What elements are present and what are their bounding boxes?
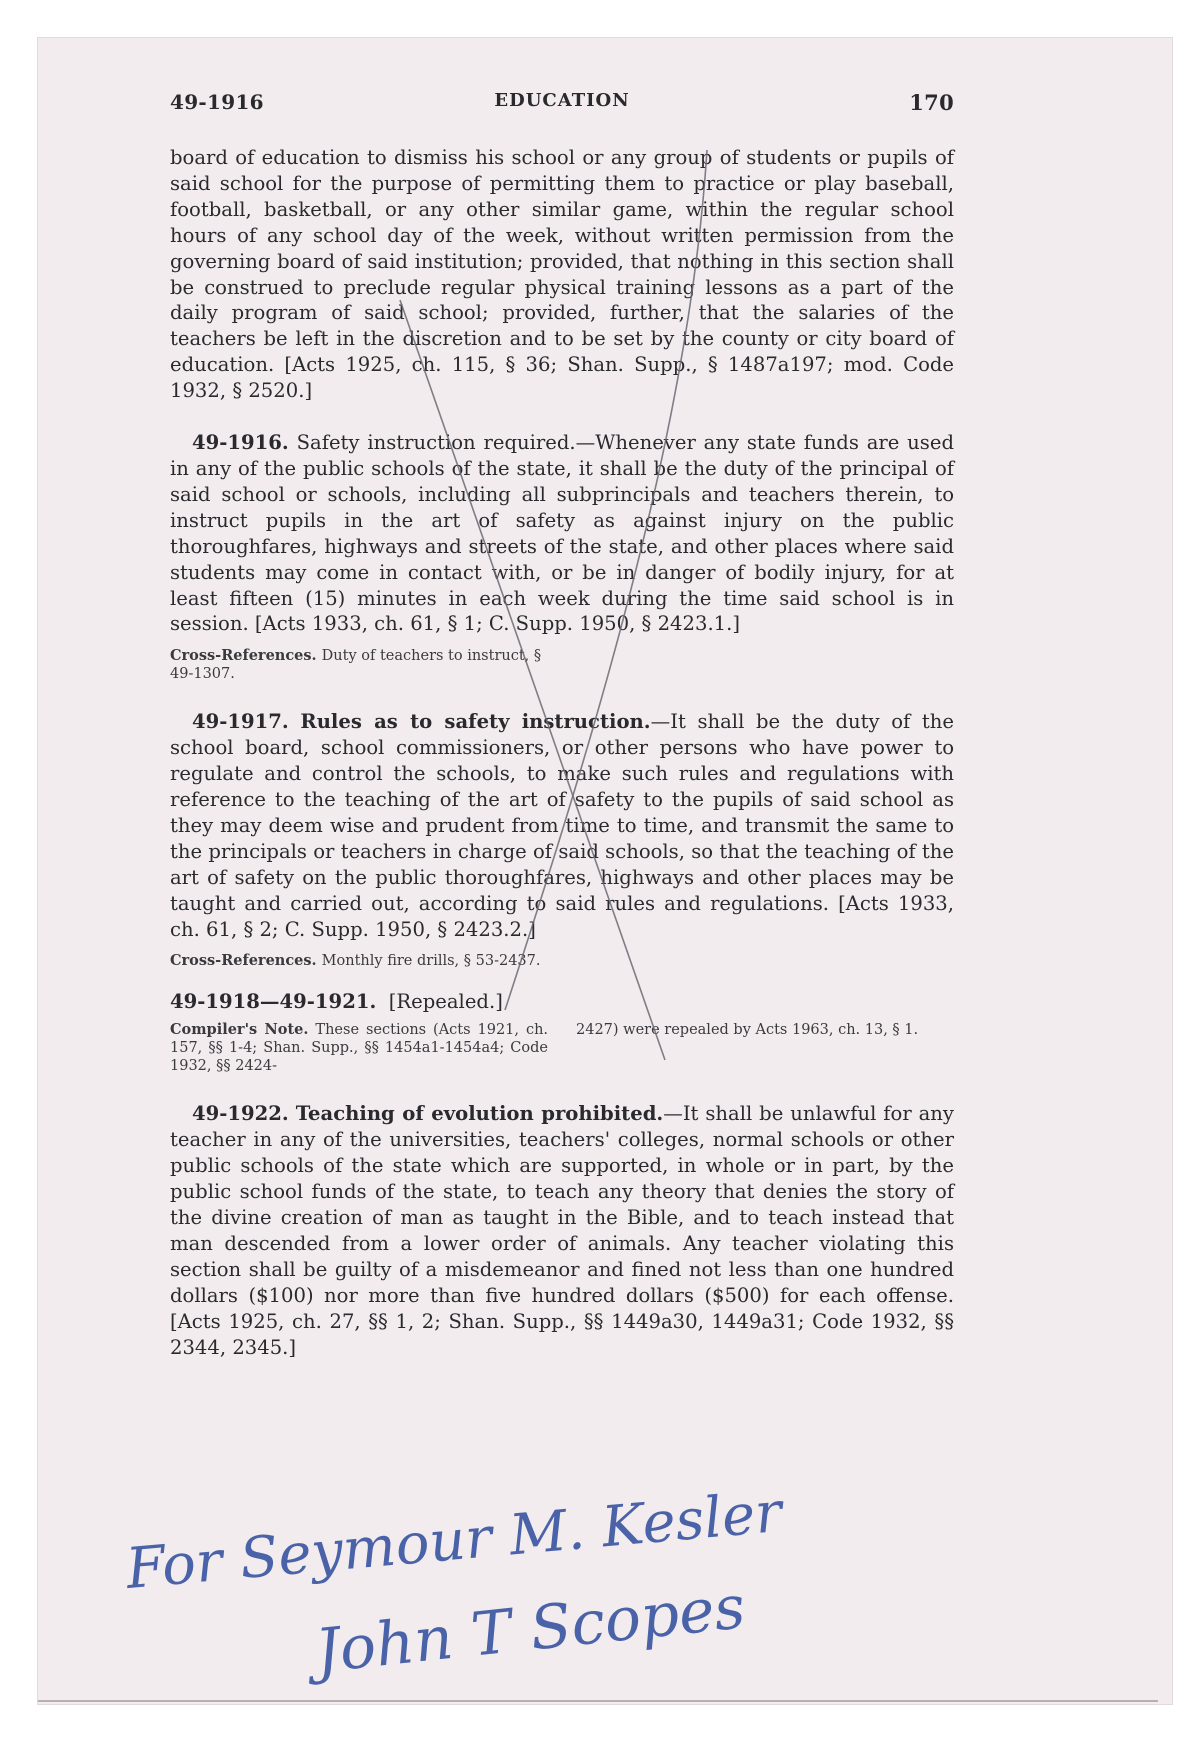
header-section-ref: 49-1916 — [170, 90, 264, 114]
cross-reference-text: Monthly fire drills, § 53-2437. — [321, 953, 541, 970]
section-title: Teaching of evolution prohibited. — [295, 1102, 664, 1126]
section-text: —Whenever any state funds are used in any of the public schools of the state, it shall be the duty of the principal of said school or schools, including all subprincipals and teachers therein, to instruct pupils in the art of safety as against injury on the public thoroughfares, highways and streets of the state, and other places where said students may come in contact with, or be in danger of bodily injury, for at least fifteen (15) minutes in each week during the time said school is in session. [Acts 1933, ch. 61, § 1; C. Supp. 1950, § 2423.1.] — [170, 431, 954, 636]
cross-reference-label: Cross-References. — [170, 647, 317, 665]
section-text: —It shall be unlawful for any teacher in any of the universities, teachers' colleges, normal schools or other public schools of the state which are supported, in whole or in part, by the public school funds of the state, to teach any theory that denies the story of the divine creation of man as taught in the Bible, and to teach instead that man descended from a lower order of animals. Any teacher violating this section shall be guilty of a misdemeanor and fined not less than one hundred dollars ($100) nor more than five hundred dollars ($500) for each offense. [Acts 1925, ch. 27, §§ 1, 2; Shan. Supp., §§ 1449a30, 1449a31; Code 1932, §§ 2344, 2345.] — [170, 1102, 954, 1359]
inscription-line1: For Seymour M. Kesler — [123, 1479, 785, 1602]
section-title: Safety instruction required. — [296, 431, 576, 455]
section-number: 49-1916. — [192, 431, 289, 455]
bottom-edge-rule — [38, 1700, 1158, 1702]
section-number: 49-1917. — [192, 710, 289, 734]
cross-reference-label: Cross-References. — [170, 952, 317, 970]
section-text: —It shall be the duty of the school board, school commissioners, or other persons who have power to regulate and control the schools, to make such rules and regulations with reference to the teaching of the art of safety to the pupils of said school as they may deem wise and prudent from time to time, and transmit the same to the principals or teachers in charge of said schools, so that the teaching of the art of safety on the public thoroughfares, highways and other places may be taught and carried out, according to said rules and regulations. [Acts 1933, ch. 61, § 2; C. Supp. 1950, § 2423.2.] — [170, 710, 954, 941]
cross-reference-text: Duty of teachers to instruct, § 49-1307. — [170, 648, 542, 683]
continuation-paragraph: board of education to dismiss his school or any group of students or pupils of said school for the purpose of permitting them to practice or play baseball, football, basketball, or any other similar game, within the regular school hours of any school day of the week, without written permission from the governing board of said institution; provided, that nothing in this section shall be construed to preclude regular physical training lessons as a part of the daily program of said school; provided, further, that the salaries of the teachers be left in the discretion and to be set by the county or city board of education. [Acts 1925, ch. 115, § 36; Shan. Supp., § 1487a197; mod. Code 1932, § 2520.] — [170, 146, 954, 403]
compilers-note-col2: 2427) were repealed by Acts 1963, ch. 13, § 1. — [576, 1022, 919, 1039]
section-title: Rules as to safety instruction. — [300, 710, 651, 734]
section-number: 49-1922. — [192, 1102, 289, 1126]
header-title: EDUCATION — [494, 90, 630, 111]
compilers-note-label: Compiler's Note. — [170, 1021, 309, 1039]
repealed-range: 49-1918—49-1921. — [170, 990, 377, 1014]
signature: John T Scopes — [312, 1572, 749, 1687]
compilers-note-text1: These sections (Acts 1921, ch. 157, §§ 1-4; Shan. Supp., §§ 1454a1-1454a4; Code 1932, §§ 2424- — [170, 1022, 549, 1075]
repealed-label: [Repealed.] — [388, 990, 503, 1014]
page-number: 170 — [909, 90, 954, 115]
